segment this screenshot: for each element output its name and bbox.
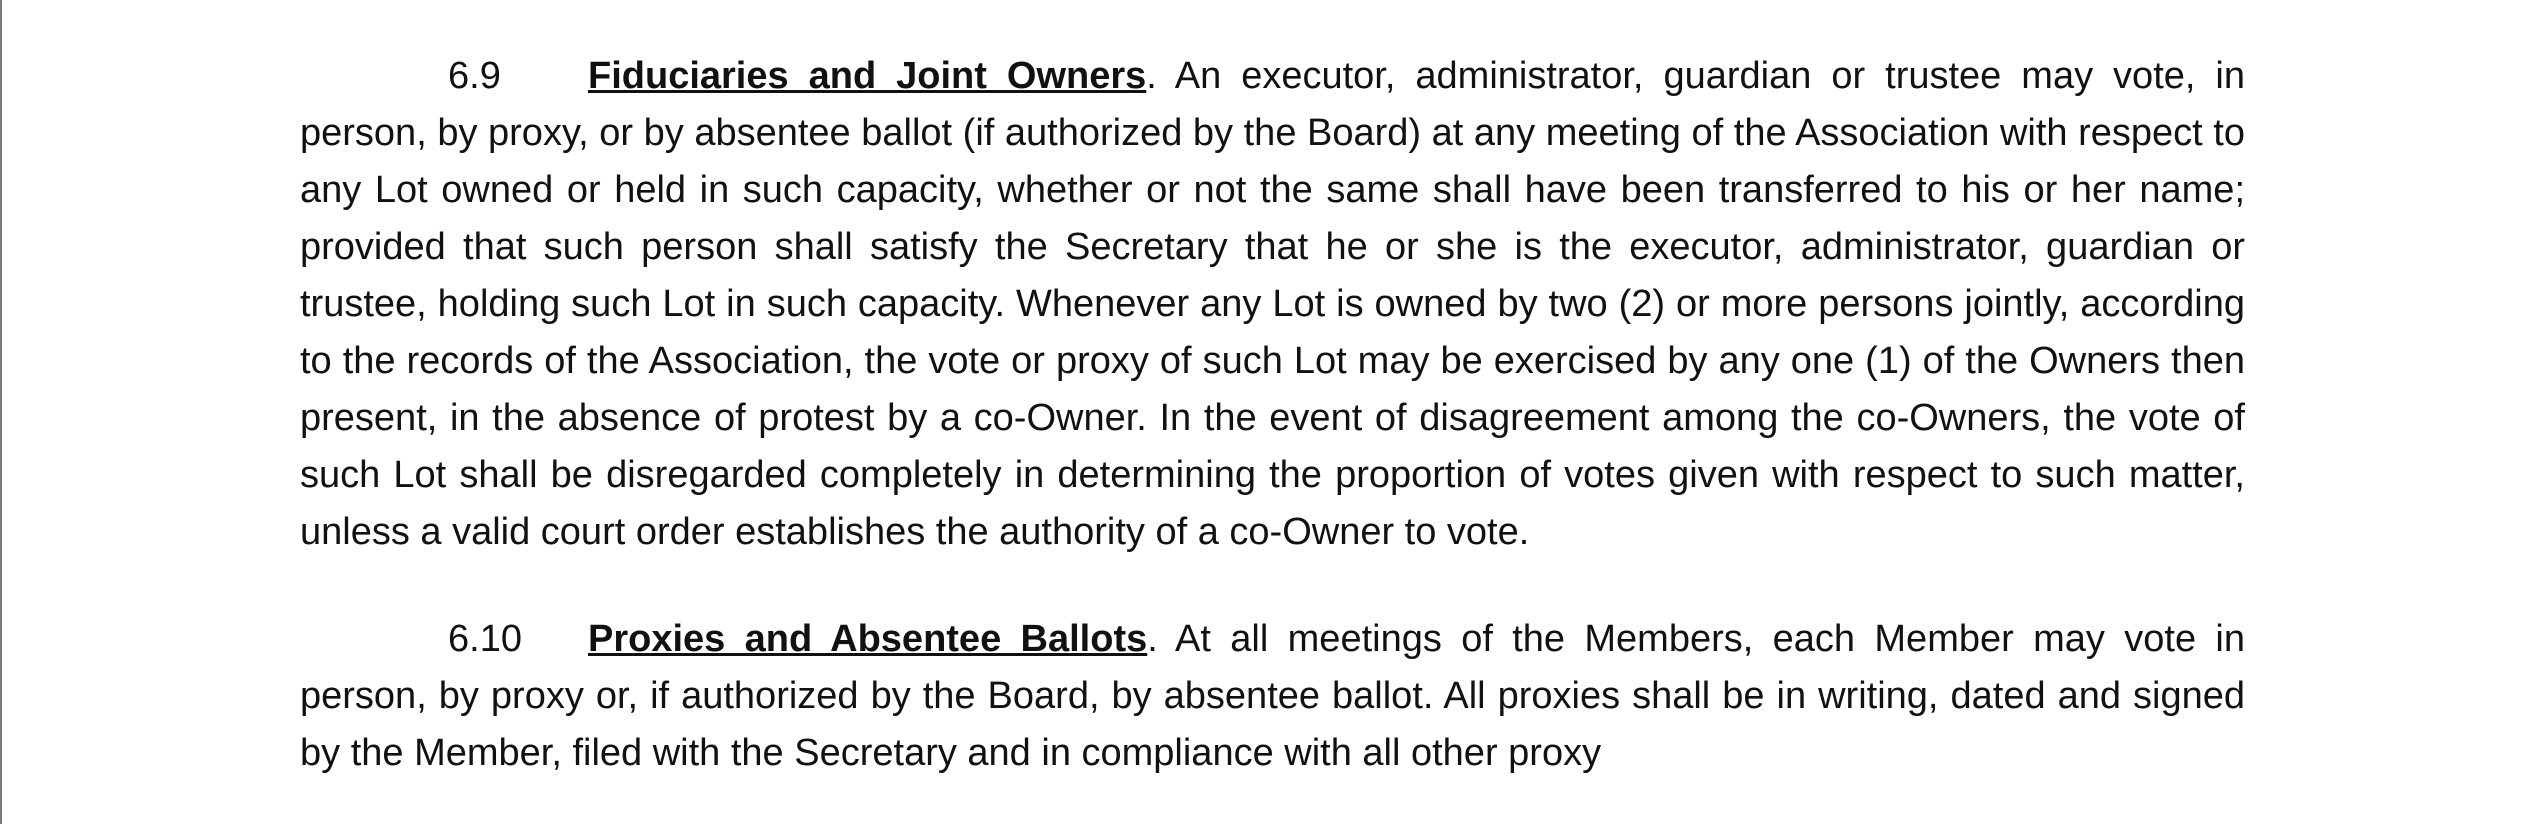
section-body-text: An executor, administrator, guardian or trustee may vote, in person, by proxy, or by absentee ballot (if authorized by the Board) at any meeting of the Association with respect to any Lot owned or held in such capacity, whether or not the same shall have been transferred to his or her name; provided that such person shall satisfy the Secretary that he or she is the executor, administrator, guardian or trustee, holding such Lot in such capacity. Whenever any Lot is owned by two (2) or more persons jointly, according to the records of the Association, the vote or proxy of such Lot may be exercised by any one (1) of the Owners then present, in the absence of protest by a co-Owner. In the event of disagreement among the co-Owners, the vote of such Lot shall be disregarded completely in determining the proportion of votes given with respect to such matter, unless a valid court order establishes the authority of a co-Owner to vote.	[300, 55, 2245, 553]
section-heading: Proxies and Absentee Ballots	[588, 618, 1148, 660]
page-edge	[0, 0, 2, 824]
section-6-10	[300, 611, 2245, 782]
section-body-text: At all meetings of the Members, each Member may vote in person, by proxy or, if authorized by the Board, by absentee ballot. All proxies shall be in writing, dated and signed by the Member, filed with the Secretary and in compliance with all other proxy	[300, 618, 2245, 774]
heading-punctuation: .	[1147, 618, 1158, 660]
section-number: 6.10	[448, 618, 522, 660]
section-heading: Fiduciaries and Joint Owners	[588, 55, 1147, 97]
section-number: 6.9	[448, 55, 501, 97]
document-body	[300, 48, 2245, 832]
section-6-9	[300, 48, 2245, 561]
heading-punctuation: .	[1146, 55, 1157, 97]
